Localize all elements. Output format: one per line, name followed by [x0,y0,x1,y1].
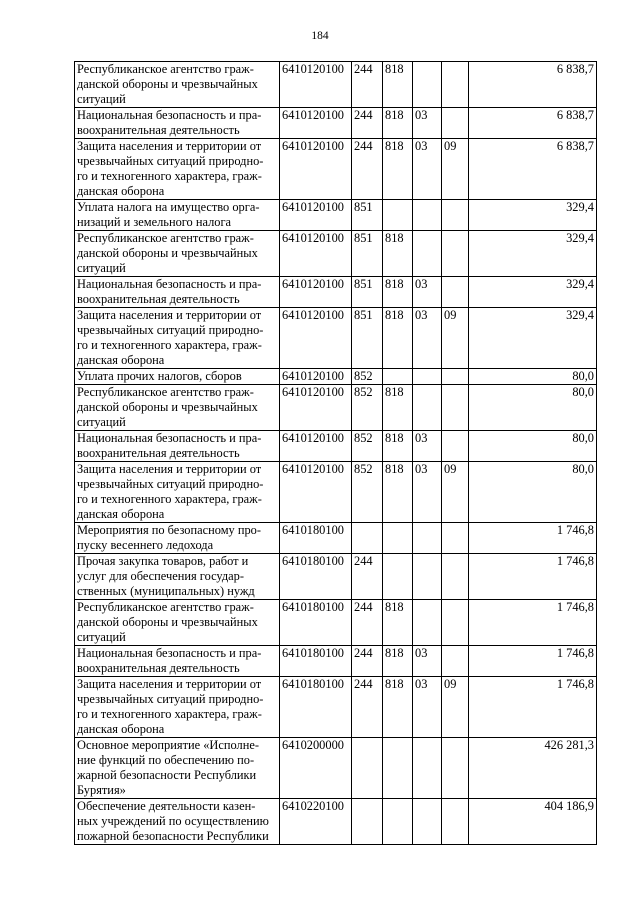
expense-type-code-cell: 852 [352,462,383,523]
budget-manager-code-cell: 818 [383,462,413,523]
expense-type-code-cell: 851 [352,200,383,231]
table-row [75,139,597,200]
table-row [75,462,597,523]
target-article-code-cell: 6410200000 [280,738,352,799]
item-name-line: ственных (муниципальных) нужд [77,584,255,598]
section-code-cell: 03 [413,308,442,369]
item-name-line: Уплата прочих налогов, сборов [77,369,242,383]
section-code-cell: 03 [413,431,442,462]
subsection-code-cell [442,523,469,554]
subsection-code-cell [442,369,469,385]
item-name-cell [75,677,280,738]
budget-manager-code-cell: 818 [383,308,413,369]
expense-type-code-cell: 244 [352,108,383,139]
target-article-code-cell: 6410180100 [280,646,352,677]
target-article-code-cell: 6410120100 [280,231,352,277]
item-name-line: Защита населения и территории от [77,462,262,476]
subsection-code-cell [442,385,469,431]
subsection-code-cell [442,231,469,277]
amount-cell: 1 746,8 [469,677,597,738]
section-code-cell: 03 [413,677,442,738]
item-name-cell [75,231,280,277]
budget-manager-code-cell: 818 [383,139,413,200]
item-name-line: Прочая закупка товаров, работ и [77,554,249,568]
item-name-line: ние функций по обеспечению по- [77,753,255,767]
section-code-cell [413,799,442,845]
expense-type-code-cell: 244 [352,600,383,646]
amount-cell: 404 186,9 [469,799,597,845]
table-row [75,385,597,431]
expense-type-code-cell: 244 [352,646,383,677]
section-code-cell [413,231,442,277]
item-name-cell [75,385,280,431]
item-name-cell [75,600,280,646]
subsection-code-cell [442,200,469,231]
table-row [75,523,597,554]
table-row [75,646,597,677]
expense-type-code-cell: 851 [352,308,383,369]
amount-cell: 329,4 [469,231,597,277]
expense-type-code-cell [352,523,383,554]
item-name-line: данской обороны и чрезвычайных [77,77,258,91]
subsection-code-cell [442,646,469,677]
subsection-code-cell [442,554,469,600]
table-row [75,308,597,369]
item-name-line: го и техногенного характера, граж- [77,169,262,183]
item-name-line: Основное мероприятие «Исполне- [77,738,259,752]
subsection-code-cell [442,600,469,646]
item-name-line: ных учреждений по осуществлению [77,814,269,828]
section-code-cell [413,600,442,646]
budget-manager-code-cell [383,369,413,385]
item-name-line: данской обороны и чрезвычайных [77,615,258,629]
amount-cell: 1 746,8 [469,646,597,677]
target-article-code-cell: 6410180100 [280,600,352,646]
item-name-line: чрезвычайных ситуаций природно- [77,692,264,706]
budget-manager-code-cell: 818 [383,231,413,277]
table-row [75,431,597,462]
budget-table [74,61,597,845]
budget-manager-code-cell: 818 [383,677,413,738]
subsection-code-cell [442,799,469,845]
item-name-cell [75,462,280,523]
item-name-line: Защита населения и территории от [77,677,262,691]
section-code-cell [413,738,442,799]
amount-cell: 329,4 [469,308,597,369]
item-name-line: пожарной безопасности Республики [77,829,269,843]
section-code-cell [413,554,442,600]
item-name-line: Республиканское агентство граж- [77,62,254,76]
expense-type-code-cell [352,799,383,845]
section-code-cell: 03 [413,277,442,308]
item-name-line: пуску весеннего ледохода [77,538,214,552]
target-article-code-cell: 6410120100 [280,369,352,385]
subsection-code-cell [442,62,469,108]
item-name-line: Защита населения и территории от [77,139,262,153]
subsection-code-cell [442,431,469,462]
target-article-code-cell: 6410120100 [280,108,352,139]
table-row [75,231,597,277]
subsection-code-cell: 09 [442,462,469,523]
target-article-code-cell: 6410120100 [280,139,352,200]
item-name-line: воохранительная деятельность [77,661,240,675]
item-name-cell [75,62,280,108]
section-code-cell [413,200,442,231]
expense-type-code-cell: 244 [352,62,383,108]
table-row [75,799,597,845]
section-code-cell: 03 [413,646,442,677]
item-name-line: данская оборона [77,184,165,198]
table-row [75,369,597,385]
expense-type-code-cell: 852 [352,431,383,462]
item-name-line: воохранительная деятельность [77,292,240,306]
item-name-line: ситуаций [77,92,126,106]
expense-type-code-cell [352,738,383,799]
subsection-code-cell: 09 [442,308,469,369]
item-name-line: данской обороны и чрезвычайных [77,246,258,260]
budget-manager-code-cell: 818 [383,277,413,308]
item-name-line: ситуаций [77,630,126,644]
section-code-cell [413,523,442,554]
item-name-line: го и техногенного характера, граж- [77,492,262,506]
item-name-line: данская оборона [77,507,165,521]
item-name-cell [75,554,280,600]
item-name-line: Республиканское агентство граж- [77,600,254,614]
expense-type-code-cell: 852 [352,385,383,431]
amount-cell: 1 746,8 [469,554,597,600]
target-article-code-cell: 6410180100 [280,523,352,554]
budget-manager-code-cell: 818 [383,108,413,139]
item-name-line: Национальная безопасность и пра- [77,108,262,122]
target-article-code-cell: 6410120100 [280,200,352,231]
budget-manager-code-cell [383,738,413,799]
table-row [75,677,597,738]
target-article-code-cell: 6410120100 [280,385,352,431]
item-name-line: Национальная безопасность и пра- [77,431,262,445]
item-name-line: Бурятия» [77,783,126,797]
item-name-cell [75,799,280,845]
target-article-code-cell: 6410120100 [280,308,352,369]
target-article-code-cell: 6410120100 [280,62,352,108]
expense-type-code-cell: 851 [352,231,383,277]
item-name-line: Республиканское агентство граж- [77,385,254,399]
expense-type-code-cell: 244 [352,139,383,200]
table-row [75,600,597,646]
subsection-code-cell [442,108,469,139]
target-article-code-cell: 6410120100 [280,277,352,308]
subsection-code-cell: 09 [442,139,469,200]
item-name-line: данская оборона [77,353,165,367]
amount-cell: 80,0 [469,431,597,462]
amount-cell: 426 281,3 [469,738,597,799]
budget-manager-code-cell [383,523,413,554]
item-name-line: чрезвычайных ситуаций природно- [77,154,264,168]
amount-cell: 6 838,7 [469,108,597,139]
amount-cell: 1 746,8 [469,600,597,646]
expense-type-code-cell: 244 [352,554,383,600]
section-code-cell: 03 [413,462,442,523]
amount-cell: 329,4 [469,277,597,308]
amount-cell: 1 746,8 [469,523,597,554]
item-name-line: Уплата налога на имущество орга- [77,200,260,214]
section-code-cell [413,62,442,108]
section-code-cell [413,385,442,431]
budget-manager-code-cell: 818 [383,600,413,646]
item-name-line: го и техногенного характера, граж- [77,707,262,721]
subsection-code-cell [442,277,469,308]
page-number: 184 [311,30,329,42]
item-name-line: чрезвычайных ситуаций природно- [77,323,264,337]
expense-type-code-cell: 244 [352,677,383,738]
item-name-cell [75,200,280,231]
expense-type-code-cell: 852 [352,369,383,385]
item-name-line: чрезвычайных ситуаций природно- [77,477,264,491]
subsection-code-cell: 09 [442,677,469,738]
item-name-line: Национальная безопасность и пра- [77,646,262,660]
item-name-line: ситуаций [77,415,126,429]
budget-manager-code-cell [383,200,413,231]
item-name-line: Национальная безопасность и пра- [77,277,262,291]
budget-manager-code-cell: 818 [383,646,413,677]
amount-cell: 6 838,7 [469,62,597,108]
table-row [75,108,597,139]
budget-manager-code-cell [383,554,413,600]
table-row [75,738,597,799]
item-name-line: воохранительная деятельность [77,123,240,137]
budget-manager-code-cell [383,799,413,845]
budget-manager-code-cell: 818 [383,385,413,431]
item-name-line: Обеспечение деятельности казен- [77,799,256,813]
item-name-cell [75,431,280,462]
item-name-cell [75,523,280,554]
table-row [75,277,597,308]
target-article-code-cell: 6410180100 [280,554,352,600]
item-name-line: низаций и земельного налога [77,215,232,229]
section-code-cell: 03 [413,108,442,139]
item-name-line: жарной безопасности Республики [77,768,257,782]
item-name-cell [75,277,280,308]
item-name-line: данская оборона [77,722,165,736]
item-name-cell [75,308,280,369]
item-name-line: воохранительная деятельность [77,446,240,460]
amount-cell: 329,4 [469,200,597,231]
target-article-code-cell: 6410180100 [280,677,352,738]
item-name-line: услуг для обеспечения государ- [77,569,244,583]
table-row [75,200,597,231]
target-article-code-cell: 6410220100 [280,799,352,845]
table-row [75,62,597,108]
item-name-line: го и техногенного характера, граж- [77,338,262,352]
budget-table-body [75,62,597,845]
target-article-code-cell: 6410120100 [280,462,352,523]
item-name-cell [75,108,280,139]
item-name-line: Республиканское агентство граж- [77,231,254,245]
item-name-cell [75,738,280,799]
section-code-cell: 03 [413,139,442,200]
item-name-line: ситуаций [77,261,126,275]
budget-manager-code-cell: 818 [383,62,413,108]
expense-type-code-cell: 851 [352,277,383,308]
table-row [75,554,597,600]
section-code-cell [413,369,442,385]
budget-manager-code-cell: 818 [383,431,413,462]
target-article-code-cell: 6410120100 [280,431,352,462]
amount-cell: 80,0 [469,385,597,431]
item-name-cell [75,139,280,200]
item-name-line: Мероприятия по безопасному про- [77,523,261,537]
item-name-line: Защита населения и территории от [77,308,262,322]
amount-cell: 80,0 [469,462,597,523]
item-name-line: данской обороны и чрезвычайных [77,400,258,414]
item-name-cell [75,646,280,677]
amount-cell: 6 838,7 [469,139,597,200]
item-name-cell [75,369,280,385]
subsection-code-cell [442,738,469,799]
amount-cell: 80,0 [469,369,597,385]
